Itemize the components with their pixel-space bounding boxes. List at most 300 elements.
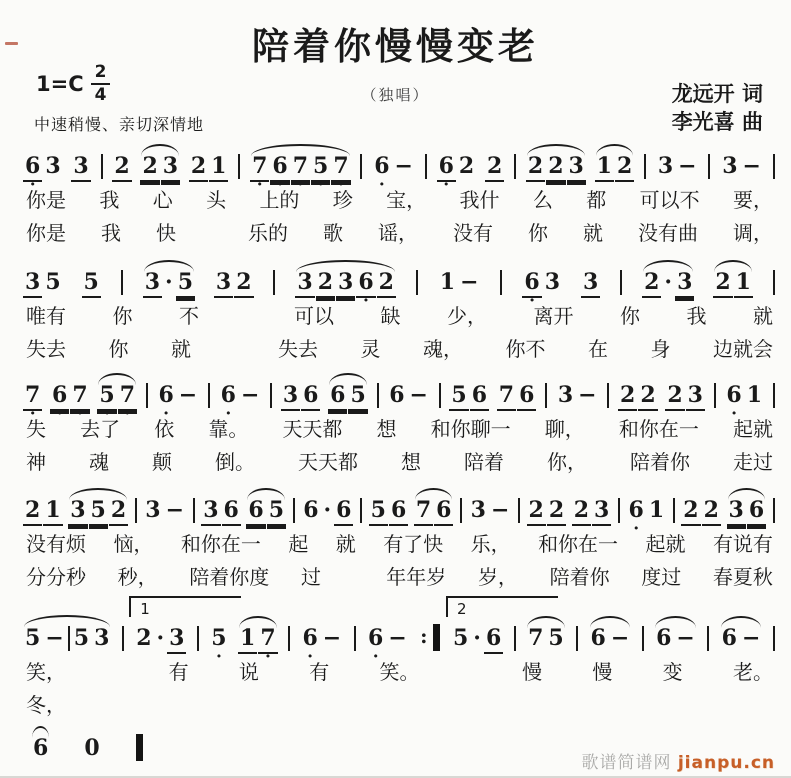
lyric-syllable: 不 [179,304,199,328]
notes-line [22,600,777,652]
slur-group [22,626,112,652]
lyric-syllable: 老。 [732,660,773,684]
watermark-url: jianpu.cn [677,753,775,773]
note: 6 · [372,155,391,180]
dash-note: − [742,153,761,179]
dash-note: − [240,382,260,408]
note: 6 [485,625,502,651]
note-group [618,270,624,296]
lyrics-line-1 [22,188,777,213]
note-group [498,270,504,296]
note: 6 · [724,384,743,409]
barline [773,270,775,295]
lyric-syllable: 就 [753,304,773,328]
note-group [437,383,443,409]
barline [121,270,123,295]
lyric-syllable: 天天都 [298,450,358,474]
lyric-syllable: 么 [532,188,553,212]
barline [673,498,675,523]
lyric-syllable [211,221,213,246]
lyric-syllable: 陪着你度 [189,565,270,589]
note: 3 [568,153,584,179]
note-group [448,384,490,409]
lyric-syllable: 心 [152,188,173,212]
note: 3 [470,497,486,523]
note: 7 · [331,155,350,180]
lyric-syllable: 魂， [423,337,463,361]
lyrics-line-1 [22,532,777,557]
barline [618,498,620,523]
final-barline [136,734,143,761]
note: 3 [70,497,86,523]
note-group [300,499,354,524]
note: 3 [657,153,674,179]
lyric-syllable: 说 [238,660,259,684]
note-group [375,383,381,409]
barline [714,383,716,408]
note: 7 · [250,155,269,180]
note: 1 [648,497,665,523]
note-group [705,626,711,652]
note-group [571,499,613,524]
note: 3 [162,153,179,179]
meter-denominator: 4 [94,85,107,105]
watermark-site-name: 歌谱简谱网 [581,753,672,773]
final-barline [433,624,440,651]
note: 5 [45,269,61,295]
note: 3 [557,382,574,408]
note-group [680,499,722,524]
lyric-syllable: 陪着你 [549,565,610,589]
note-group [358,154,364,180]
lyric-syllable [246,304,248,329]
lyric-syllable: 我什 [459,188,500,212]
note-group [771,154,777,180]
note-group [642,154,648,180]
tempo-marking: 中速稍慢、亲切深情地 [34,115,205,134]
note: 5 · [209,627,228,652]
barline [122,626,124,651]
barline [68,626,70,651]
note: 6 [33,735,49,761]
note: 6 [303,497,319,523]
note: 2 [190,153,207,179]
note-group [712,383,718,409]
lyric-syllable: 春夏秋 [712,565,773,589]
note-group [81,271,102,296]
barline [135,498,137,523]
note-group [512,626,518,652]
note: 2 [378,269,394,295]
slur-group [245,499,287,524]
lyric-syllable [205,693,207,718]
note-group [771,270,777,296]
note-group [450,600,504,652]
barline [425,154,427,179]
note-group [144,383,150,409]
note: 2 [573,497,590,523]
note-group [640,626,646,652]
note: 5 · [311,155,330,180]
dash-note: − [322,625,342,651]
lyric-syllable: 失去 [278,337,318,361]
note-group [719,155,764,180]
note-group [22,499,64,524]
note: 5 [90,497,106,523]
barline [708,154,710,179]
note: · [473,625,481,651]
note: 1 [211,153,227,179]
note-group [280,384,322,409]
lyric-syllable: 我 [101,221,121,245]
lyric-syllable: 和你聊一 [430,417,511,441]
note: 6 [390,497,407,523]
note: 7 · [118,384,137,409]
lyrics-line-2 [22,565,777,590]
note-group [664,384,706,409]
note-group [423,154,429,180]
note: 6 · [50,384,69,409]
note-group [142,499,187,524]
note-group [195,626,201,652]
lyric-syllable: 谣， [378,221,418,245]
note: 3 [297,269,313,295]
note-group [616,498,622,524]
barline [545,383,547,408]
barline [146,383,148,408]
note: 2 [644,269,660,295]
note-group [771,383,777,409]
note-group [368,499,410,524]
note-group [22,384,43,409]
note: 2 [548,153,564,179]
lyrics-line-2 [22,693,777,718]
lyric-syllable: 有说有 [712,532,773,556]
lyric-syllable: 起就 [645,532,686,556]
lyric-syllable: 有 [168,660,189,684]
barline [514,154,516,179]
note-group [111,155,132,180]
note: 3 [144,269,161,295]
key-label: 1=C [36,72,84,96]
slur-group [719,627,764,652]
note-group [516,498,522,524]
note: 7 [415,497,432,523]
lyric-syllable: 失 [26,417,46,441]
note-group [671,498,677,524]
barline [607,383,609,408]
lyric-syllable [488,693,490,718]
barline [439,383,441,408]
note-group [120,626,126,652]
lyric-syllable [417,693,419,718]
lyric-syllable: 天天都 [282,417,343,441]
lyric-syllable [347,693,349,718]
lyrics-line-2 [22,450,777,475]
note-group [191,498,197,524]
dash-note: − [676,625,695,651]
lyric-syllable: 慢 [522,660,543,684]
lyric-syllable: 陪着你 [630,450,690,474]
lyric-syllable: 靠。 [208,417,249,441]
barline [773,383,775,408]
lyric-syllable [116,660,118,685]
lyric-syllable: 要， [732,188,773,212]
lyric-syllable [771,693,773,718]
lyrics-line-1 [22,660,777,685]
note-group [574,626,580,652]
barline [193,498,195,523]
lyric-syllable: 和你在一 [618,417,699,441]
lyric-syllable: 聊， [544,417,585,441]
note: 3 [25,269,41,295]
note: 5 [548,625,564,651]
note: 5 · [97,384,116,409]
dash-note: − [490,497,510,523]
lyric-syllable: 年年岁 [386,565,447,589]
slur-group [641,271,695,296]
slur-group [139,155,181,180]
lyric-syllable: 笑。 [379,660,420,684]
note: 6 · [270,155,289,180]
note-group [706,154,712,180]
note-group [206,383,212,409]
lyric-syllable: 你， [547,450,587,474]
lyric-syllable: 你不 [505,337,546,361]
note: 5 [452,625,469,651]
note-group [299,627,344,652]
note: 7 [498,382,515,408]
note: 2 [527,153,544,179]
note-group [771,626,777,652]
note: · [165,269,173,295]
lyric-syllable [234,337,236,362]
lyric-syllable: 调， [733,221,773,245]
note: 6 · [156,384,175,409]
lyric-syllable: 有了快 [383,532,444,556]
lyric-syllable: 宝， [386,188,427,212]
lyric-syllable: 我 [99,188,120,212]
note: 5 [350,382,366,408]
note: 2 [640,382,656,408]
note: 0 [84,735,100,761]
note-group [417,624,442,652]
lyric-syllable: 可以不 [639,188,700,212]
slur-group [726,499,768,524]
note: 1 [735,269,751,295]
system-1 [22,146,777,246]
note-group [133,498,139,524]
note-group [133,600,187,652]
note: 3 [45,153,61,179]
notes-line [22,490,777,524]
note: 3 [73,153,89,179]
lyric-syllable: 没有曲 [638,221,698,245]
note: 3 [722,153,738,179]
note: 3 [215,269,232,295]
note: 2 [528,497,544,523]
note: 2 [620,382,636,408]
note: 6 · [437,155,456,180]
note: 6 [223,497,239,523]
lyric-syllable [276,693,278,718]
barline [293,498,295,523]
note: 3 [169,625,185,651]
barline [773,498,775,523]
lyric-syllable: 变 [662,660,683,684]
note-group [22,271,64,296]
lyrics-line-1 [22,417,777,442]
dash-note: − [741,625,761,651]
lyric-syllable: 离开 [533,304,574,328]
slur-group [525,627,567,652]
note-group [526,499,568,524]
note: · [664,269,673,295]
note: 7 [528,625,544,651]
lyric-syllable: 在 [588,337,608,361]
lyric-syllable: 和你在一 [538,532,619,556]
notes-line [22,262,777,296]
note-group [218,384,263,409]
note: 6 [248,497,264,523]
dash-note: − [388,625,407,651]
lyric-syllable: 想 [376,417,397,441]
note: 3 [687,382,703,408]
dash-note: − [610,625,630,651]
lyric-syllable: 陪着 [464,450,504,474]
note: 6 · [627,499,646,524]
barline [377,383,379,408]
slur-group [67,499,129,524]
note-group [200,499,242,524]
barline [707,626,709,651]
lyric-syllable: 就 [171,337,191,361]
note: 7 · [258,627,277,652]
song-title: 陪着你慢慢变老 [252,25,539,68]
note-group [580,271,601,296]
note: · [323,497,332,523]
note: 6 [330,382,346,408]
meter-numerator: 2 [91,64,111,85]
note-group [521,271,563,296]
lyric-syllable: 缺 [380,304,401,328]
lyric-syllable: 岁， [477,565,518,589]
lyric-syllable: 乐的 [248,221,288,245]
note-group [99,154,105,180]
note: 2 [136,625,152,651]
barline [514,626,516,651]
note-group [496,384,538,409]
lyric-syllable: 秒， [117,565,158,589]
note-group [365,627,410,652]
lyric-syllable: 倒。 [215,450,255,474]
system-3 [22,375,777,475]
lyrics-line-2 [22,337,777,362]
lyric-syllable: 歌 [323,221,343,245]
lyric-syllable: 想 [401,450,421,474]
note: 6 · [366,627,385,652]
note: 3 [544,269,561,295]
note-group [484,155,505,180]
note: 2 [616,153,633,179]
slur-group [327,384,369,409]
note: 7 · [291,155,310,180]
lyric-syllable: 没有烦 [26,532,86,556]
slur-group [594,155,636,180]
note: 6 [519,382,535,408]
slur-group [30,737,51,762]
note: 6 [656,625,672,651]
barline [576,626,578,651]
note: 5 [268,497,285,523]
system-2 [22,262,777,362]
lyrics-line-1 [22,304,777,329]
note: 5 [370,497,386,523]
note-group [49,384,91,409]
lyric-syllable: 有 [309,660,330,684]
note: 6 [748,497,765,523]
system-4 [22,490,777,590]
note-group [286,626,292,652]
note: 2 [110,497,127,523]
note: 2 [548,497,565,523]
barline [101,154,103,179]
lyric-syllable: 度过 [641,565,682,589]
lyric-syllable: 你是 [26,188,66,212]
dash-note: − [45,625,64,651]
lyric-syllable: 都 [586,188,607,212]
note: 7 · [23,384,42,409]
barline [416,270,418,295]
note: 6 [721,625,737,651]
note: 6 [471,382,488,408]
note-group [437,271,482,296]
slur-group [525,155,587,180]
note-group [555,384,600,409]
lyric-syllable: 颠 [152,450,172,474]
lyric-syllable: 边就会 [713,337,773,361]
note: 6 [303,382,319,408]
lyric-syllable: 冬， [26,693,66,717]
barline [360,498,362,523]
slur-group [413,499,455,524]
lyric-syllable: 魂 [89,450,109,474]
lyric-syllable: 我 [686,304,707,328]
lyric-syllable [470,660,472,685]
note: 2 [487,153,503,179]
note-group [213,271,255,296]
note: 5 [73,625,90,651]
dash-note: − [165,497,185,523]
note: 2 [142,153,158,179]
note: 6 · [300,627,319,652]
note: 2 [703,497,719,523]
lyric-syllable: 起 [288,532,309,556]
lyric-syllable [630,693,632,718]
note-group [271,270,277,296]
lyric-syllable: 珍 [332,188,353,212]
note: 1 [439,269,456,295]
note: 5 [25,625,41,651]
dash-note: − [678,153,697,179]
barline [773,154,775,179]
volta-bracket-1: 1 [129,596,241,617]
note-group [371,155,416,180]
lyric-syllable: 你 [108,337,129,361]
note-group [655,155,700,180]
barline [197,626,199,651]
watermark [581,748,775,773]
